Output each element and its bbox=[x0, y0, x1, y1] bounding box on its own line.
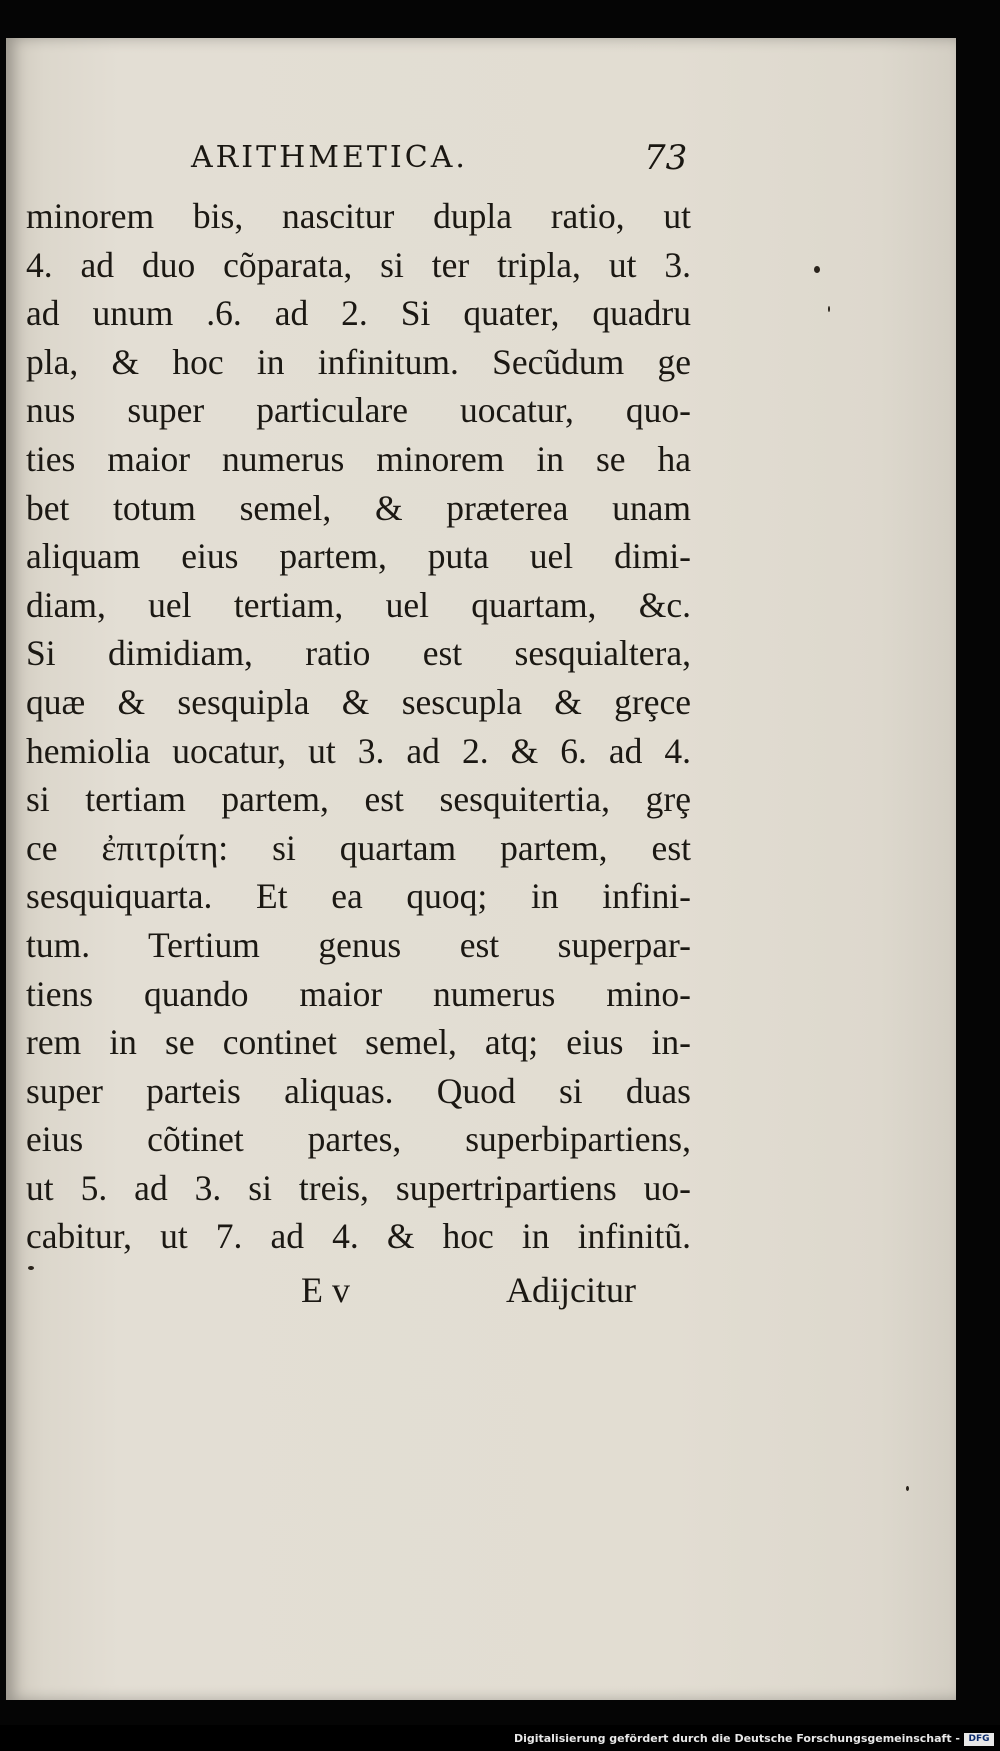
text-line: sesquiquarta. Et ea quoq; in infini- bbox=[26, 876, 691, 917]
text-line: ties maior numerus minorem in se ha bbox=[26, 438, 691, 479]
paper-speck bbox=[828, 306, 830, 312]
text-line: bet totum semel, & prӕterea unam bbox=[26, 487, 691, 528]
text-line: 4. ad duo cõparata, si ter tripla, ut 3. bbox=[26, 244, 691, 285]
text-line: cabitur, ut 7. ad 4. & hoc in infinitũ. bbox=[26, 1216, 691, 1257]
text-line: ce ἐπιτρίτη: si quartam partem, est bbox=[26, 827, 691, 868]
signature-line bbox=[26, 1265, 696, 1325]
text-line: super parteis aliquas. Quod si duas bbox=[26, 1070, 691, 1111]
running-head bbox=[26, 138, 696, 188]
text-line: ad unum .6. ad 2. Si quater, quadru bbox=[26, 293, 691, 334]
text-line: si tertiam partem, est sesquitertia, grȩ bbox=[26, 779, 691, 820]
page-number: 73 bbox=[644, 138, 688, 178]
body-text bbox=[26, 192, 696, 1261]
running-head-title: ARITHMETICA. bbox=[191, 140, 468, 175]
signature-mark: E v bbox=[301, 1270, 350, 1311]
text-line: eius cõtinet partes, superbipartiens, bbox=[26, 1119, 691, 1160]
text-line: Si dimidiam, ratio est sesquialtera, bbox=[26, 633, 691, 674]
text-line: diam, uel tertiam, uel quartam, &c. bbox=[26, 584, 691, 625]
text-line: tiens quando maior numerus mino- bbox=[26, 973, 691, 1014]
text-line: pla, & hoc in infinitum. Secũdum ge bbox=[26, 341, 691, 382]
paper-speck bbox=[28, 1266, 34, 1270]
footer-bar bbox=[0, 1725, 1000, 1751]
text-line: minorem bis, nascitur dupla ratio, ut bbox=[26, 196, 691, 236]
page-text-area bbox=[26, 138, 696, 1325]
text-line: rem in se continet semel, atq; eius in- bbox=[26, 1022, 691, 1063]
dfg-logo: DFG bbox=[964, 1733, 994, 1746]
text-line: aliquam eius partem, puta uel dimi- bbox=[26, 536, 691, 577]
text-line: tum. Tertium genus est superpar- bbox=[26, 924, 691, 965]
digitization-credit: Digitalisierung gefördert durch die Deutsche Forschungsgemeinschaft - bbox=[513, 1732, 960, 1745]
text-line: hemiolia uocatur, ut 3. ad 2. & 6. ad 4. bbox=[26, 730, 691, 771]
paper-speck bbox=[814, 266, 820, 273]
paper-speck bbox=[906, 1486, 909, 1491]
text-line: nus super particulare uocatur, quo- bbox=[26, 390, 691, 431]
text-line: quӕ & sesquipla & sescupla & grȩce bbox=[26, 681, 691, 722]
catchword: Adijcitur bbox=[506, 1270, 636, 1311]
book-page-scan bbox=[6, 38, 956, 1700]
text-line: ut 5. ad 3. si treis, supertripartiens uo- bbox=[26, 1167, 691, 1208]
